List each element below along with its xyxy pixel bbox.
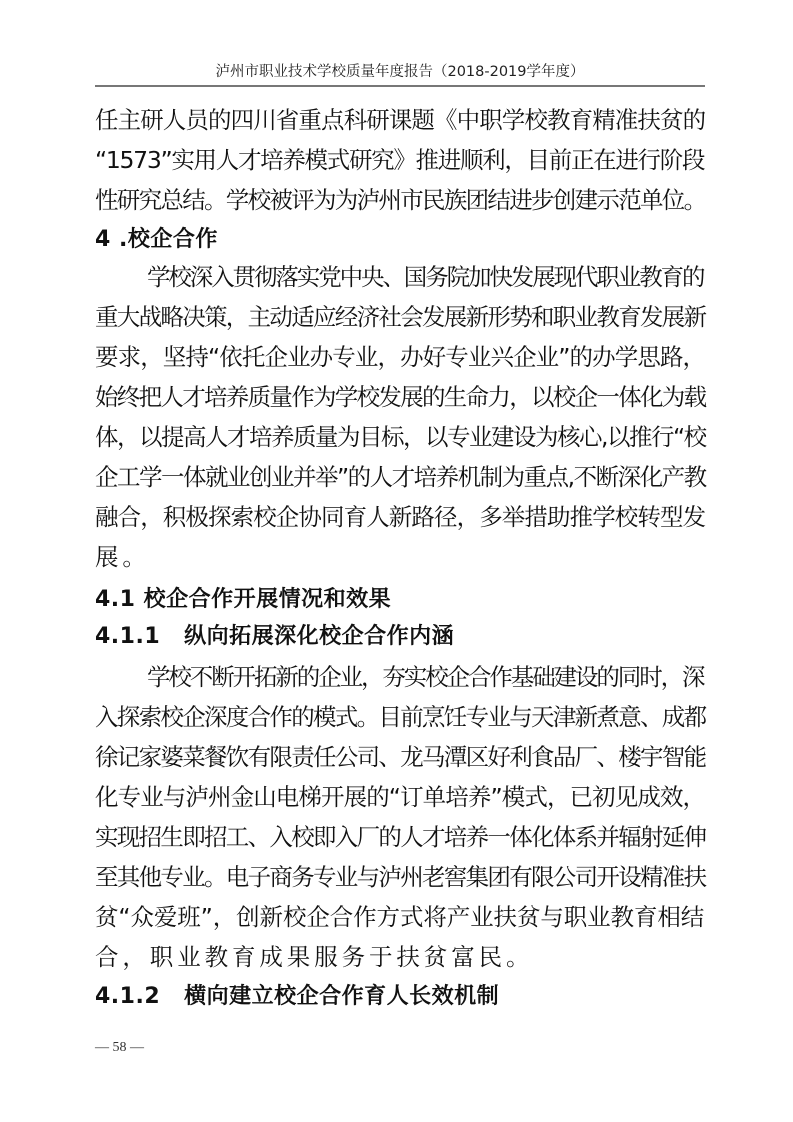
- paragraph-line: 贫“众爱班”，创新校企合作方式将产业扶贫与职业教育相结: [95, 903, 705, 931]
- section-heading-4: 4 .校企合作: [95, 227, 218, 252]
- paragraph-line: 性研究总结。学校被评为为泸州市民族团结进步创建示范单位。: [95, 186, 706, 214]
- paragraph-line: 化专业与泸州金山电梯开展的“订单培养”模式，已初见成效，: [95, 783, 706, 811]
- section-heading-4-1-1: [95, 617, 707, 657]
- header-divider: [95, 85, 705, 87]
- heading-number: 4.1.2: [95, 984, 161, 1009]
- paragraph-line: 入探索校企深度合作的模式。目前烹饪专业与天津新煮意、成都: [95, 703, 706, 731]
- paragraph-line: 学校不断开拓新的企业，夯实校企合作基础建设的同时，深: [147, 663, 704, 691]
- paragraph-line: 展。: [95, 543, 150, 571]
- section-heading-4-1: 4.1 校企合作开展情况和效果: [95, 587, 392, 612]
- paragraph-line: 企工学一体就业创业并举”的人才培养机制为重点,不断深化产教: [95, 463, 706, 491]
- paragraph-line: 重大战略决策，主动适应经济社会发展新形势和职业教育发展新: [95, 303, 706, 331]
- paragraph-line: 至其他专业。电子商务专业与泸州老窖集团有限公司开设精准扶: [95, 863, 706, 891]
- heading-text: 纵向拓展深化校企合作内涵: [184, 624, 455, 649]
- page-header: 泸州市职业技术学校质量年度报告（2018-2019学年度）: [215, 64, 585, 80]
- paragraph-line: 始终把人才培养质量作为学校发展的生命力，以校企一体化为载: [95, 383, 706, 411]
- paragraph-line: 合，职业教育成果服务于扶贫富民。: [95, 943, 534, 971]
- paragraph-line: 体，以提高人才培养质量为目标，以专业建设为核心,以推行“校: [95, 423, 706, 451]
- paragraph-line: 任主研人员的四川省重点科研课题《中职学校教育精准扶贫的: [95, 106, 706, 134]
- paragraph-line: 徐记家婆菜餐饮有限责任公司、龙马潭区好利食品厂、楼宇智能: [95, 743, 706, 771]
- paragraph-line: 学校深入贯彻落实党中央、国务院加快发展现代职业教育的: [147, 263, 704, 291]
- section-heading-4-1-2: [95, 977, 707, 1017]
- heading-number: 4.1.1: [95, 624, 161, 649]
- paragraph-line: 实现招生即招工、入校即入厂的人才培养一体化体系并辐射延伸: [95, 823, 706, 851]
- paragraph-line: 要求，坚持“依托企业办专业，办好专业兴企业”的办学思路，: [95, 343, 706, 371]
- page-number: — 58 —: [95, 1040, 144, 1055]
- paragraph-line: 融合，积极探索校企协同育人新路径，多举措助推学校转型发: [95, 503, 706, 531]
- paragraph-line: “1573”实用人才培养模式研究》推进顺利，目前正在进行阶段: [95, 146, 705, 174]
- heading-text: 横向建立校企合作育人长效机制: [184, 984, 500, 1009]
